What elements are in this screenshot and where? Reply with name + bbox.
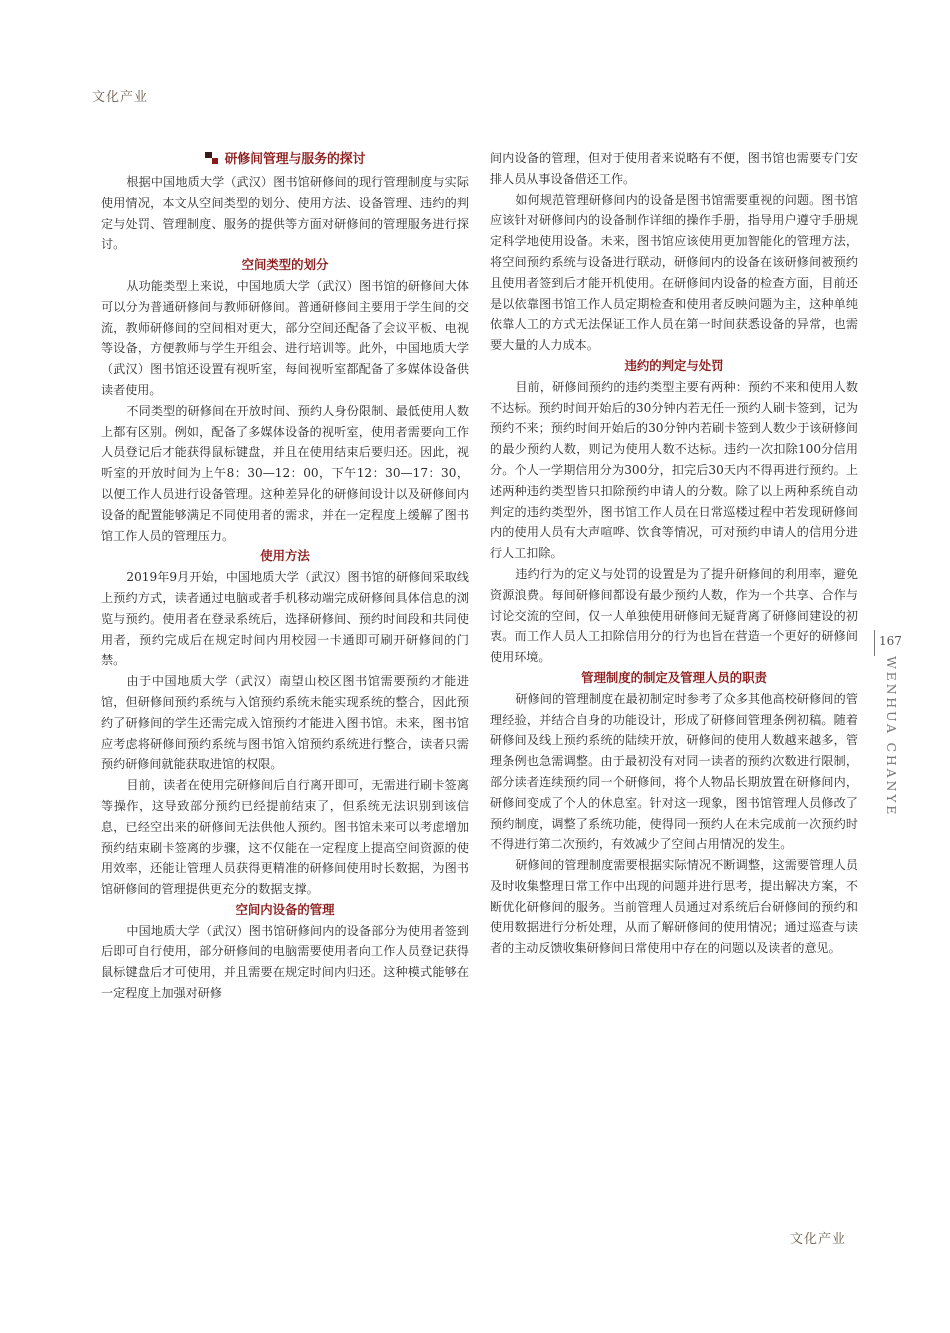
side-journal-title: WENHUA CHANYE [884,656,899,818]
paragraph: 从功能类型上来说，中国地质大学（武汉）图书馆的研修间大体可以分为普通研修间与教师研修间。普通研修间主要用于学生间的交流，教师研修间的空间相对更大，部分空间还配备了会议平板、电视等设备，方便教师与学生开组会、进行培训等。此外，中国地质大学（武汉）图书馆还设置有视听室，每间视听室都配备了多媒体设备供读者使用。 [101,278,469,397]
subheading-management: 管理制度的制定及管理人员的职责 [581,669,767,685]
paragraph: 中国地质大学（武汉）图书馆研修间内的设备部分为使用者签到后即可自行使用，部分研修间的电脑需要使用者向工作人员登记获得鼠标键盘后才可使用，并且需要在规定时间内归还。这种模式能够在一定程度上加强对研修 [101,923,469,1001]
paragraph: 研修间的管理制度需要根据实际情况不断调整，这需要管理人员及时收集整理日常工作中出现的问题并进行思考，提出解决方案，不断优化研修间的服务。当前管理人员通过对系统后台研修间的预约和使用数据进行分析处理，从而了解研修间的使用情况；通过巡查与读者的主动反馈收集研修间日常使用中存在的问题以及读者的意见。 [490,858,858,956]
subheading-usage: 使用方法 [260,548,310,564]
paragraph: 由于中国地质大学（武汉）南望山校区图书馆需要预约才能进馆，但研修间预约系统与入馆预约系统未能实现系统的整合，因此预约了研修间的学生还需完成入馆预约才能进入图书馆。未来，图书馆应考虑将研修间预约系统与图书馆入馆预约系统进行整合，读者只需预约研修间就能获取进馆的权限。 [101,674,469,772]
subheading-equipment: 空间内设备的管理 [235,901,335,917]
section-heading-main [101,148,469,172]
paragraph: 违约行为的定义与处罚的设置是为了提升研修间的利用率，避免资源浪费。每间研修间都设有最少预约人数，作为一个共享、合作与讨论交流的空间，仅一人单独使用研修间无疑背离了研修间建设的初衷。而工作人员人工扣除信用分的行为也旨在营造一个更好的研修间使用环境。 [490,566,858,665]
side-divider [874,630,875,656]
subheading-violation: 违约的判定与处罚 [624,357,724,373]
right-column [490,148,858,959]
paragraph: 如何规范管理研修间内的设备是图书馆需要重视的问题。图书馆应该针对研修间内的设备制作详细的操作手册，指导用户遵守手册规定科学地使用设备。未来，图书馆应该使用更加智能化的管理方法，将空间预约系统与设备进行联动，研修间内的设备在该研修间被预约且使用者签到后才能开机使用。在研修间内设备的检查方面，目前还是以依靠图书馆工作人员定期检查和使用者反映问题为主，这种单纯依靠人工的方式无法保证工作人员在第一时间获悉设备的异常，也需要大量的人力成本。 [490,192,858,353]
paragraph: 研修间的管理制度在最初制定时参考了众多其他高校研修间的管理经验，并结合自身的功能设计，形成了研修间管理条例初稿。随着研修间及线上预约系统的陆续开放，研修间的使用人数越来越多，管理条例也急需调整。由于最初没有对同一读者的预约次数进行限制，部分读者连续预约同一个研修间，将个人物品长期放置在研修间内，研修间变成了个人的休息室。针对这一现象，图书馆管理人员修改了预约制度，调整了系统功能，使得同一预约人在未完成前一次预约时不得进行第二次预约，有效减少了空间占用情况的发生。 [490,691,858,852]
paragraph-continued: 间内设备的管理，但对于使用者来说略有不便，图书馆也需要专门安排人员从事设备借还工作。 [490,151,858,186]
left-column [101,148,469,1004]
paragraph: 不同类型的研修间在开放时间、预约人身份限制、最低使用人数上都有区别。例如，配备了多媒体设备的视听室，使用者需要向工作人员登记后才能获得鼠标键盘，并且在使用结束后要归还。因此，视听室的开放时间为上午8：30—12：00，下午12：30—17：30，以便工作人员进行设备管理。这种差异化的研修间设计以及研修间内设备的配置能够满足不同使用者的需求，并在一定程度上缓解了图书馆工作人员的管理压力。 [101,403,469,543]
paragraph: 根据中国地质大学（武汉）图书馆研修间的现行管理制度与实际使用情况，本文从空间类型的划分、使用方法、设备管理、违约的判定与处罚、管理制度、服务的提供等方面对研修间的管理服务进行探讨。 [101,175,469,252]
section-marker-icon [205,152,219,164]
subheading-space-type: 空间类型的划分 [241,257,329,273]
paragraph: 目前，读者在使用完研修间后自行离开即可，无需进行刷卡签离等操作，这导致部分预约已经提前结束了，但系统无法识别到该信息，已经空出来的研修间无法供他人预约。图书馆未来可以考虑增加预约结束刷卡签离的步骤，这不仅能在一定程度上提高空间资源的使用效率，还能让管理人员获得更精准的研修间使用时长数据，为图书馆研修间的管理提供更充分的数据支撑。 [101,778,469,897]
paragraph: 目前，研修间预约的违约类型主要有两种：预约不来和使用人数不达标。预约时间开始后的30分钟内若无任一预约人刷卡签到，记为预约不来；预约时间开始后的30分钟内若刷卡签到人数少于该研修间的最少预约人数，则记为使用人数不达标。违约一次扣除100分信用分。个人一学期信用分为300分，扣完后30天内不得再进行预约。上述两种违约类型皆只扣除预约申请人的分数。除了以上两种系统自动判定的违约类型外，图书馆工作人员在日常巡楼过程中若发现研修间内的使用人员有大声喧哗、饮食等情况，可对预约申请人的信用分进行人工扣除。 [490,379,858,561]
page-number: 167 [879,634,902,648]
running-head: 文化产业 [92,90,149,105]
paragraph: 2019年9月开始，中国地质大学（武汉）图书馆的研修间采取线上预约方式，读者通过电脑或者手机移动端完成研修间具体信息的浏览与预约。使用者在登录系统后，选择研修间、预约时间段和共同使用者，预约完成后在规定时间内用校园一卡通即可刷开研修间的门禁。 [101,570,469,668]
main-heading-text: 研修间管理与服务的探讨 [224,152,366,167]
running-foot: 文化产业 [789,1232,846,1247]
